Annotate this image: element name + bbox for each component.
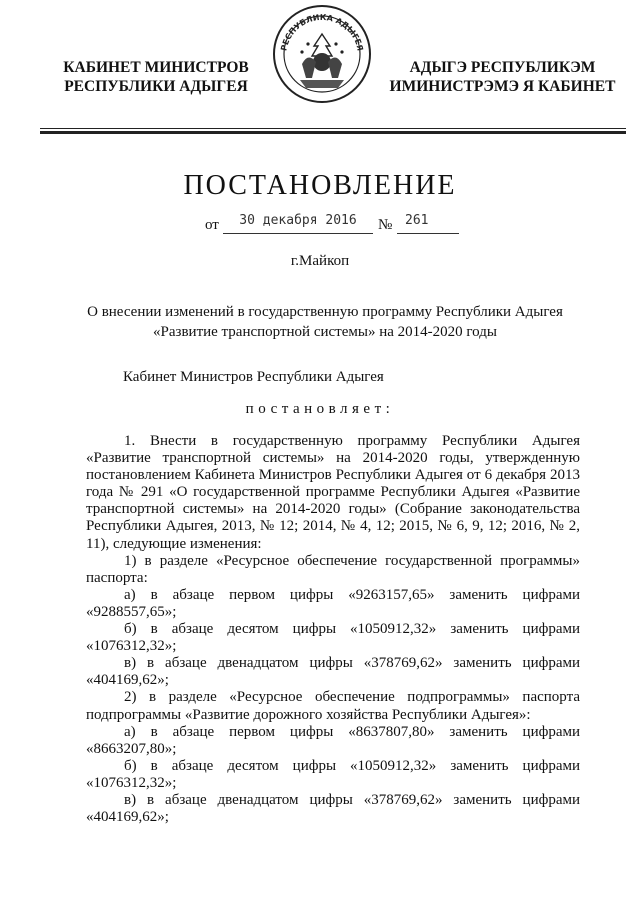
coat-of-arms-seal xyxy=(272,4,372,104)
paragraph: 1. Внести в государственную программу Республики Адыгея «Развитие транспортной системы» на 2014-2020 годы, утвержденную постановлением Кабинета Министров Республики Адыгея от 6 декабря 2013 года № 291 «О государственной программе Республики Адыгея «Развитие транспортной системы» на 2014-2020 годы» (Собрание законодательства Республики Адыгея, 2013, № 12; 2014, № 4, 12; 2015, № 6, 9, 12; 2016, № 2, 11), следующие изменения: xyxy=(86,433,580,552)
number-underline xyxy=(397,233,459,234)
document-date: 30 декабря 2016 xyxy=(239,213,357,228)
document-title: ПОСТАНОВЛЕНИЕ xyxy=(183,170,457,201)
header-rule-thick xyxy=(40,131,626,134)
date-underline xyxy=(223,233,373,234)
seal-text: РЕСПУБЛИКА АДЫГЕЯ xyxy=(279,12,365,52)
paragraph: 2) в разделе «Ресурсное обеспечение подпрограммы» паспорта подпрограммы «Развитие дорожного хозяйства Республики Адыгея»: xyxy=(86,689,580,723)
paragraph: в) в абзаце двенадцатом цифры «378769,62» заменить цифрами «404169,62»; xyxy=(86,655,580,689)
paragraph: 1) в разделе «Ресурсное обеспечение государственной программы» паспорта: xyxy=(86,552,580,586)
paragraph: в) в абзаце двенадцатом цифры «378769,62» заменить цифрами «404169,62»; xyxy=(86,791,580,826)
subject-line2: «Развитие транспортной системы» на 2014-2020 годы xyxy=(153,324,497,340)
header-right-line2: ИМИНИСТРЭМЭ Я КАБИНЕТ xyxy=(389,78,616,95)
decree-word: постановляет: xyxy=(245,401,395,417)
header-left-line1: КАБИНЕТ МИНИСТРОВ xyxy=(63,59,249,76)
document-subject xyxy=(60,302,590,342)
header-rule-thin xyxy=(40,128,626,129)
paragraph: а) в абзаце первом цифры «9263157,65» заменить цифрами «9288557,65»; xyxy=(86,586,580,620)
header-right-line1: АДЫГЭ РЕСПУБЛИКЭМ xyxy=(409,59,596,76)
paragraph: б) в абзаце десятом цифры «1050912,32» заменить цифрами «1076312,32»; xyxy=(86,757,580,791)
paragraph: а) в абзаце первом цифры «8637807,80» заменить цифрами «8663207,80»; xyxy=(86,723,580,757)
number-sign: № xyxy=(378,217,393,233)
cabinet-line: Кабинет Министров Республики Адыгея xyxy=(123,369,384,385)
svg-text:РЕСПУБЛИКА АДЫГЕЯ xyxy=(279,13,364,52)
paragraph: б) в абзаце десятом цифры «1050912,32» заменить цифрами «1076312,32»; xyxy=(86,621,580,655)
header-left-line2: РЕСПУБЛИКИ АДЫГЕЯ xyxy=(64,78,248,95)
dateline-ot: от xyxy=(205,217,219,233)
subject-line1: О внесении изменений в государственную программу Республики Адыгея xyxy=(87,304,563,320)
header-left xyxy=(40,58,272,96)
dateline xyxy=(205,211,445,237)
header-right xyxy=(380,58,625,96)
city: г.Майкоп xyxy=(290,253,350,269)
document-number: 261 xyxy=(405,213,429,228)
document-body xyxy=(86,433,580,826)
